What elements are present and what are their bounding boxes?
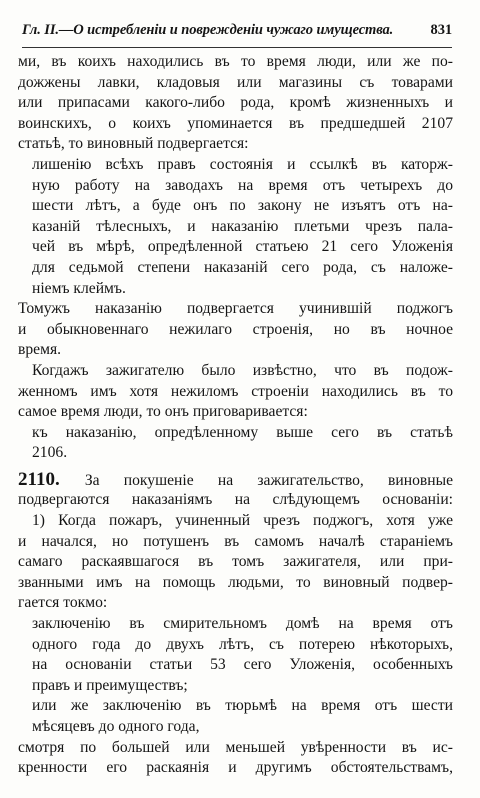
line-text: на основаніи статьи 53 сего Уложенія, особенныхъ [32,656,453,674]
text-line [18,382,453,403]
text-line [18,52,453,73]
line-text: одного года до двухъ лѣтъ, съ потерею нѣкоторыхъ, [32,635,453,653]
line-text: ми, въ коихъ находились въ то время люди, или же по- [18,53,453,70]
line-text: для седьмой степени наказаній сего рода, съ наложе- [32,258,453,276]
text-line [18,402,453,423]
line-text: званными имъ на помощь людьми, то виновный подвер- [18,573,453,591]
line-text: правъ и преимуществъ; [32,676,188,694]
text-line [18,717,453,738]
line-text: Когдажъ зажигателю было извѣстно, что въ подож- [32,361,453,379]
line-text: или припасами какого-либо рода, кромѣ жизненныхъ и [18,94,453,112]
text-line [18,217,453,238]
text-line [18,614,453,635]
text-line [18,443,453,464]
line-text: и обыкновеннаго нежилаго строенія, но въ ночное [18,320,453,338]
text-line [18,676,453,697]
line-text: воинскихъ, о коихъ упоминается въ предшедшей 2107 [18,114,453,132]
line-text: Томужъ наказанію подвергается учинившій поджогъ [18,300,453,318]
line-text: подвергаются наказаніямъ на слѣдующемъ основаніи: [18,491,453,509]
page-number: 831 [430,22,452,38]
line-text: лишенію всѣхъ правъ состоянія и ссылкѣ въ каторж- [32,155,453,173]
line-text: За покушеніе на зажигательство, виновные [84,471,453,489]
text-line [18,299,453,320]
text-line [18,279,453,300]
body-text [18,52,453,779]
text-line [18,552,453,573]
text-line [18,155,453,176]
text-line [18,593,453,614]
text-line [18,490,453,511]
line-text: кренности его раскаянія и другимъ обстоятельствамъ, [18,759,453,777]
text-line [18,532,453,553]
text-line [18,655,453,676]
line-text: или же заключенію въ тюрьмѣ на время отъ шести [32,697,453,715]
line-text: заключенію въ смирительномъ домѣ на время отъ [32,615,453,633]
line-text: женномъ имъ хотя нежиломъ строеніи находились въ то [18,382,453,400]
line-text: 2106. [32,444,68,462]
text-line [18,237,453,258]
article-number: 2110. [18,469,85,490]
line-text: статьѣ, то виновный подвергается: [18,135,249,153]
line-text: время. [18,341,62,359]
text-line [18,423,453,444]
text-line [18,196,453,217]
chapter-title: Гл. II.—О истребленіи и поврежденіи чужаго имущества. [22,22,394,38]
line-text: ную работу на заводахъ на время отъ четырехъ до [32,176,453,194]
header-rule [22,47,452,48]
line-text: самаго раскаявшагося въ томъ зажигателя, или при- [18,553,453,571]
text-line [18,470,453,491]
text-line [18,758,453,779]
line-text: казаній тѣлесныхъ, и наказанію плетьми чрезъ пала- [32,217,453,235]
line-text: мѣсяцевъ до одного года, [32,718,200,735]
text-line [18,258,453,279]
text-line [18,635,453,656]
text-line [18,738,453,759]
line-text: гается токмо: [18,594,108,612]
line-text: дожжены лавки, кладовыя или магазины съ товарами [18,73,453,91]
line-text: ніемъ клеймъ. [32,279,126,297]
text-line [18,573,453,594]
line-text: шести лѣтъ, а буде онъ по закону не изъятъ отъ на- [32,197,453,215]
line-text: 1) Когда пожаръ, учиненный чрезъ поджогъ, хотя уже [32,512,453,530]
line-text: смотря по большей или меньшей увѣренности въ ис- [18,738,453,756]
text-line [18,511,453,532]
running-header [22,22,452,39]
text-line [18,320,453,341]
text-line [18,73,453,94]
text-line [18,696,453,717]
text-line [18,176,453,197]
text-line [18,134,453,155]
text-line [18,361,453,382]
line-text: къ наказанію, опредѣленному выше сего въ статьѣ [32,423,453,441]
line-text: и начался, но потушенъ въ самомъ началѣ стараніемъ [18,532,453,550]
line-text: самое время люди, то онъ приговаривается: [18,403,308,421]
text-line [18,114,453,135]
line-text: чей въ мѣрѣ, опредѣленной статьею 21 сего Уложенія [32,238,453,256]
text-line [18,93,453,114]
text-line [18,340,453,361]
